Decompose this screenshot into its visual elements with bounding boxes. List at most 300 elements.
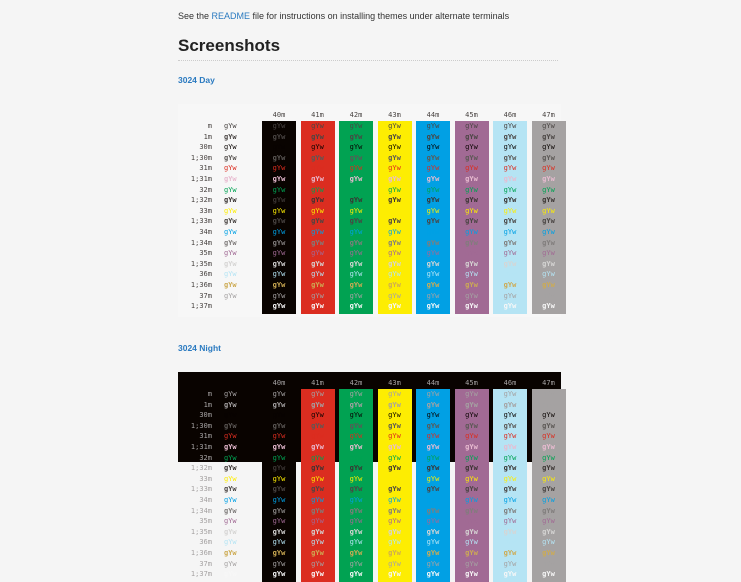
sample-cell: gYw — [311, 517, 324, 526]
sample-default-bg: gYw — [224, 453, 237, 462]
sample-cell: gYw — [388, 281, 401, 289]
sample-cell: gYw — [272, 400, 286, 409]
sample-cell: gYw — [426, 249, 440, 258]
sample-cell: gYw — [272, 506, 286, 515]
sample-default-bg: gYw — [224, 175, 237, 183]
sample-cell: gYw — [465, 122, 478, 130]
sample-default-bg: gYw — [224, 474, 237, 483]
sample-cell: gYw — [426, 411, 440, 420]
sample-cell: gYw — [349, 122, 363, 130]
sample-default-bg: gYw — [224, 206, 237, 215]
sample-cell: gYw — [465, 249, 478, 258]
fg-code-label: 1;36m — [190, 281, 212, 289]
sample-cell: gYw — [272, 549, 286, 557]
sample-cell: gYw — [465, 132, 478, 141]
sample-cell: gYw — [349, 559, 363, 568]
sample-cell: gYw — [426, 421, 440, 430]
sample-cell: gYw — [388, 143, 401, 152]
sample-default-bg: gYw — [224, 390, 237, 398]
sample-default-bg: gYw — [224, 122, 237, 130]
sample-cell: gYw — [311, 570, 324, 579]
sample-cell: gYw — [542, 517, 555, 526]
sample-cell: gYw — [503, 527, 517, 536]
sample-cell: gYw — [388, 291, 401, 300]
sample-cell: gYw — [503, 432, 517, 441]
sample-cell: gYw — [388, 196, 401, 205]
bg-code-header: 40m — [272, 111, 286, 119]
sample-cell: gYw — [465, 538, 478, 547]
bg-code-header: 47m — [542, 111, 555, 119]
sample-cell: gYw — [388, 228, 401, 236]
sample-cell: gYw — [503, 196, 517, 205]
sample-cell: gYw — [311, 506, 324, 515]
sample-cell: gYw — [426, 506, 440, 515]
sample-cell: gYw — [349, 206, 363, 215]
sample-cell: gYw — [542, 143, 555, 152]
sample-default-bg: gYw — [224, 527, 237, 536]
sample-cell: gYw — [426, 400, 440, 409]
sample-cell: gYw — [465, 153, 478, 162]
sample-cell: gYw — [272, 302, 286, 311]
sample-cell: gYw — [388, 185, 401, 194]
sample-cell: gYw — [349, 400, 363, 409]
sample-cell: gYw — [465, 259, 478, 268]
sample-cell: gYw — [349, 411, 363, 420]
fg-code-label: 1;34m — [190, 238, 212, 247]
sample-cell: gYw — [426, 291, 440, 300]
sample-cell: gYw — [542, 175, 555, 183]
sample-cell: gYw — [311, 496, 324, 504]
sample-cell: gYw — [388, 175, 401, 183]
sample-cell: gYw — [503, 132, 517, 141]
sample-cell: gYw — [542, 390, 555, 398]
sample-default-bg: gYw — [224, 485, 237, 494]
sample-cell: gYw — [503, 185, 517, 194]
sample-cell: gYw — [349, 570, 363, 579]
fg-code-label: 1;37m — [190, 570, 212, 579]
sample-cell: gYw — [542, 153, 555, 162]
sample-cell: gYw — [272, 291, 286, 300]
fg-code-label: 1;33m — [190, 485, 212, 494]
sample-cell: gYw — [388, 421, 401, 430]
sample-cell: gYw — [465, 281, 478, 289]
sample-cell: gYw — [465, 474, 478, 483]
fg-code-label: 30m — [199, 411, 212, 420]
sample-default-bg: gYw — [224, 538, 237, 547]
sample-cell: gYw — [542, 228, 555, 236]
sample-cell: gYw — [542, 559, 555, 568]
sample-cell: gYw — [465, 390, 478, 398]
sample-cell: gYw — [426, 570, 440, 579]
sample-cell: gYw — [349, 549, 363, 557]
sample-cell: gYw — [503, 164, 517, 173]
sample-cell: gYw — [311, 217, 324, 226]
sample-cell: gYw — [272, 474, 286, 483]
sample-cell: gYw — [465, 228, 478, 236]
sample-cell: gYw — [503, 153, 517, 162]
sample-cell: gYw — [503, 506, 517, 515]
sample-cell: gYw — [465, 432, 478, 441]
sample-cell: gYw — [503, 228, 517, 236]
sample-default-bg: gYw — [224, 281, 237, 289]
sample-cell: gYw — [311, 527, 324, 536]
sample-cell: gYw — [503, 549, 517, 557]
sample-cell: gYw — [388, 527, 401, 536]
sample-cell: gYw — [349, 153, 363, 162]
sample-cell: gYw — [465, 185, 478, 194]
bg-code-header: 45m — [465, 379, 478, 387]
sample-cell: gYw — [388, 153, 401, 162]
sample-cell: gYw — [503, 270, 517, 279]
sample-cell: gYw — [503, 538, 517, 547]
sample-cell: gYw — [388, 164, 401, 173]
sample-cell: gYw — [542, 474, 555, 483]
sample-cell: gYw — [388, 432, 401, 441]
sample-cell: gYw — [465, 238, 478, 247]
sample-cell: gYw — [542, 249, 555, 258]
sample-cell: gYw — [465, 485, 478, 494]
sample-cell: gYw — [426, 453, 440, 462]
sample-cell: gYw — [542, 421, 555, 430]
sample-cell: gYw — [465, 143, 478, 152]
sample-cell: gYw — [542, 485, 555, 494]
sample-cell: gYw — [542, 185, 555, 194]
sample-default-bg: gYw — [224, 559, 237, 568]
sample-cell: gYw — [349, 281, 363, 289]
sample-cell: gYw — [503, 249, 517, 258]
sample-cell: gYw — [311, 270, 324, 279]
sample-cell: gYw — [311, 281, 324, 289]
sample-cell: gYw — [465, 527, 478, 536]
sample-cell: gYw — [311, 485, 324, 494]
sample-cell: gYw — [272, 249, 286, 258]
bg-code-header: 44m — [426, 111, 440, 119]
sample-default-bg: gYw — [224, 517, 237, 526]
sample-cell: gYw — [349, 196, 363, 205]
sample-cell: gYw — [311, 302, 324, 311]
sample-cell: gYw — [272, 217, 286, 226]
sample-cell: gYw — [465, 421, 478, 430]
sample-cell: gYw — [503, 453, 517, 462]
sample-cell: gYw — [426, 164, 440, 173]
sample-cell: gYw — [388, 390, 401, 398]
theme-screenshot-day — [178, 104, 561, 317]
sample-cell: gYw — [272, 153, 286, 162]
sample-cell: gYw — [426, 206, 440, 215]
sample-cell: gYw — [426, 527, 440, 536]
sample-default-bg: gYw — [224, 143, 237, 152]
sample-cell: gYw — [465, 175, 478, 183]
sample-cell: gYw — [272, 421, 286, 430]
sample-cell: gYw — [311, 443, 324, 451]
sample-cell: gYw — [388, 474, 401, 483]
sample-cell: gYw — [542, 527, 555, 536]
sample-cell: gYw — [349, 517, 363, 526]
sample-cell: gYw — [311, 164, 324, 173]
bg-code-header: 41m — [311, 379, 324, 387]
sample-cell: gYw — [465, 464, 478, 473]
sample-cell: gYw — [311, 122, 324, 130]
sample-cell: gYw — [426, 443, 440, 451]
sample-cell: gYw — [465, 443, 478, 451]
screenshots-heading: Screenshots — [178, 36, 281, 55]
sample-cell: gYw — [272, 453, 286, 462]
sample-default-bg: gYw — [224, 421, 237, 430]
sample-cell: gYw — [349, 164, 363, 173]
sample-cell: gYw — [388, 443, 401, 451]
sample-cell: gYw — [426, 153, 440, 162]
sample-cell: gYw — [542, 259, 555, 268]
sample-cell: gYw — [311, 185, 324, 194]
sample-cell: gYw — [349, 175, 363, 183]
sample-default-bg: gYw — [224, 164, 237, 173]
sample-cell: gYw — [349, 217, 363, 226]
sample-cell: gYw — [272, 132, 286, 141]
sample-cell: gYw — [465, 206, 478, 215]
sample-cell: gYw — [426, 238, 440, 247]
sample-cell: gYw — [465, 302, 478, 311]
sample-cell: gYw — [503, 281, 517, 289]
sample-cell: gYw — [465, 570, 478, 579]
sample-default-bg: gYw — [224, 259, 237, 268]
sample-cell: gYw — [349, 474, 363, 483]
heading-divider — [178, 60, 558, 61]
sample-default-bg: gYw — [224, 291, 237, 300]
sample-cell: gYw — [426, 132, 440, 141]
fg-code-label: 36m — [199, 270, 212, 279]
sample-cell: gYw — [542, 443, 555, 451]
sample-cell: gYw — [542, 400, 555, 409]
sample-cell: gYw — [272, 228, 286, 236]
sample-cell: gYw — [349, 538, 363, 547]
sample-cell: gYw — [349, 185, 363, 194]
sample-cell: gYw — [272, 238, 286, 247]
sample-cell: gYw — [426, 196, 440, 205]
sample-cell: gYw — [349, 432, 363, 441]
sample-cell: gYw — [542, 132, 555, 141]
sample-cell: gYw — [426, 143, 440, 152]
sample-cell: gYw — [272, 527, 286, 536]
sample-cell: gYw — [311, 196, 324, 205]
fg-code-label: 33m — [199, 206, 212, 215]
sample-cell: gYw — [388, 411, 401, 420]
bg-code-header: 46m — [503, 111, 517, 119]
sample-cell: gYw — [272, 196, 286, 205]
sample-cell: gYw — [426, 185, 440, 194]
sample-cell: gYw — [426, 259, 440, 268]
sample-cell: gYw — [465, 411, 478, 420]
bg-code-header: 42m — [349, 111, 363, 119]
sample-cell: gYw — [426, 175, 440, 183]
sample-cell: gYw — [272, 443, 286, 451]
sample-cell: gYw — [503, 122, 517, 130]
sample-cell: gYw — [349, 259, 363, 268]
fg-code-label: 1;31m — [190, 443, 212, 451]
sample-cell: gYw — [388, 259, 401, 268]
sample-cell: gYw — [503, 238, 517, 247]
sample-default-bg: gYw — [224, 549, 237, 557]
sample-cell: gYw — [542, 164, 555, 173]
sample-cell: gYw — [426, 474, 440, 483]
sample-cell: gYw — [388, 570, 401, 579]
sample-cell: gYw — [426, 270, 440, 279]
theme-heading-day[interactable]: 3024 Day — [178, 75, 215, 85]
sample-cell: gYw — [349, 291, 363, 300]
sample-cell: gYw — [465, 291, 478, 300]
sample-cell: gYw — [542, 411, 555, 420]
sample-cell: gYw — [426, 538, 440, 547]
sample-cell: gYw — [503, 421, 517, 430]
sample-cell: gYw — [388, 549, 401, 557]
bg-code-header: 44m — [426, 379, 440, 387]
sample-cell: gYw — [272, 175, 286, 183]
fg-code-label: 35m — [199, 517, 212, 526]
sample-cell: gYw — [426, 464, 440, 473]
sample-cell: gYw — [311, 143, 324, 152]
sample-cell: gYw — [272, 485, 286, 494]
sample-cell: gYw — [388, 464, 401, 473]
sample-cell: gYw — [465, 517, 478, 526]
sample-cell: gYw — [349, 228, 363, 236]
sample-cell: gYw — [503, 517, 517, 526]
sample-cell: gYw — [388, 559, 401, 568]
sample-cell: gYw — [388, 453, 401, 462]
fg-code-label: 37m — [199, 559, 212, 568]
fg-code-label: 30m — [199, 143, 212, 152]
sample-cell: gYw — [311, 153, 324, 162]
theme-screenshot-night — [178, 372, 561, 579]
sample-default-bg: gYw — [224, 132, 237, 141]
sample-cell: gYw — [542, 453, 555, 462]
sample-cell: gYw — [465, 559, 478, 568]
sample-cell: gYw — [503, 291, 517, 300]
sample-default-bg: gYw — [224, 506, 237, 515]
sample-cell: gYw — [503, 400, 517, 409]
sample-cell: gYw — [388, 302, 401, 311]
sample-cell: gYw — [349, 496, 363, 504]
sample-default-bg: gYw — [224, 302, 237, 311]
sample-cell: gYw — [388, 517, 401, 526]
sample-cell: gYw — [272, 281, 286, 289]
bg-code-header: 47m — [542, 379, 555, 387]
sample-cell: gYw — [542, 538, 555, 547]
sample-cell: gYw — [465, 217, 478, 226]
sample-cell: gYw — [349, 249, 363, 258]
sample-cell: gYw — [272, 143, 286, 152]
theme-heading-night[interactable]: 3024 Night — [178, 343, 221, 353]
sample-cell: gYw — [426, 559, 440, 568]
sample-cell: gYw — [426, 517, 440, 526]
fg-code-label: 1;37m — [190, 302, 212, 311]
sample-cell: gYw — [349, 485, 363, 494]
sample-cell: gYw — [503, 485, 517, 494]
fg-code-label: 1;33m — [190, 217, 212, 226]
sample-default-bg: gYw — [224, 185, 237, 194]
sample-cell: gYw — [426, 217, 440, 226]
sample-cell: gYw — [388, 506, 401, 515]
sample-cell: gYw — [426, 281, 440, 289]
sample-cell: gYw — [503, 259, 517, 268]
sample-cell: gYw — [311, 559, 324, 568]
sample-cell: gYw — [311, 132, 324, 141]
sample-cell: gYw — [542, 206, 555, 215]
sample-cell: gYw — [272, 432, 286, 441]
sample-cell: gYw — [426, 228, 440, 236]
sample-cell: gYw — [542, 217, 555, 226]
sample-default-bg: gYw — [224, 443, 237, 451]
sample-cell: gYw — [542, 496, 555, 504]
fg-code-label: 34m — [199, 496, 212, 504]
sample-default-bg: gYw — [224, 228, 237, 236]
sample-cell: gYw — [465, 549, 478, 557]
sample-cell: gYw — [503, 464, 517, 473]
sample-cell: gYw — [503, 302, 517, 311]
sample-cell: gYw — [272, 496, 286, 504]
sample-cell: gYw — [503, 143, 517, 152]
sample-cell: gYw — [503, 443, 517, 451]
sample-cell: gYw — [349, 132, 363, 141]
sample-cell: gYw — [349, 390, 363, 398]
sample-cell: gYw — [426, 390, 440, 398]
sample-cell: gYw — [388, 238, 401, 247]
sample-cell: gYw — [311, 474, 324, 483]
sample-cell: gYw — [542, 570, 555, 579]
sample-cell: gYw — [388, 132, 401, 141]
sample-default-bg: gYw — [224, 411, 237, 420]
sample-cell: gYw — [272, 570, 286, 579]
sample-cell: gYw — [426, 122, 440, 130]
sample-cell: gYw — [349, 270, 363, 279]
sample-cell: gYw — [272, 411, 286, 420]
sample-default-bg: gYw — [224, 270, 237, 279]
sample-default-bg: gYw — [224, 432, 237, 441]
sample-cell: gYw — [272, 206, 286, 215]
sample-cell: gYw — [311, 206, 324, 215]
intro-suffix: file for instructions on installing themes under alternate terminals — [250, 11, 510, 21]
sample-cell: gYw — [272, 464, 286, 473]
sample-cell: gYw — [311, 238, 324, 247]
sample-cell: gYw — [272, 390, 286, 398]
sample-cell: gYw — [272, 259, 286, 268]
sample-cell: gYw — [503, 411, 517, 420]
sample-cell: gYw — [311, 390, 324, 398]
sample-default-bg: gYw — [224, 400, 237, 409]
sample-cell: gYw — [542, 549, 555, 557]
bg-code-header: 43m — [388, 111, 401, 119]
intro-prefix: See the — [178, 11, 212, 21]
bg-code-header: 42m — [349, 379, 363, 387]
sample-cell: gYw — [272, 517, 286, 526]
sample-cell: gYw — [272, 164, 286, 173]
sample-cell: gYw — [542, 432, 555, 441]
sample-cell: gYw — [349, 453, 363, 462]
sample-cell: gYw — [272, 185, 286, 194]
sample-cell: gYw — [349, 464, 363, 473]
intro-text — [178, 11, 509, 21]
sample-cell: gYw — [311, 228, 324, 236]
sample-cell: gYw — [349, 143, 363, 152]
readme-link[interactable]: README — [211, 11, 251, 21]
sample-cell: gYw — [503, 217, 517, 226]
bg-code-header: 45m — [465, 111, 478, 119]
sample-default-bg: gYw — [224, 196, 237, 205]
sample-cell: gYw — [311, 411, 324, 420]
fg-code-label: 1;35m — [190, 527, 212, 536]
sample-cell: gYw — [311, 175, 324, 183]
sample-cell: gYw — [311, 421, 324, 430]
fg-code-label: 31m — [199, 164, 212, 173]
fg-code-label: m — [207, 122, 212, 130]
